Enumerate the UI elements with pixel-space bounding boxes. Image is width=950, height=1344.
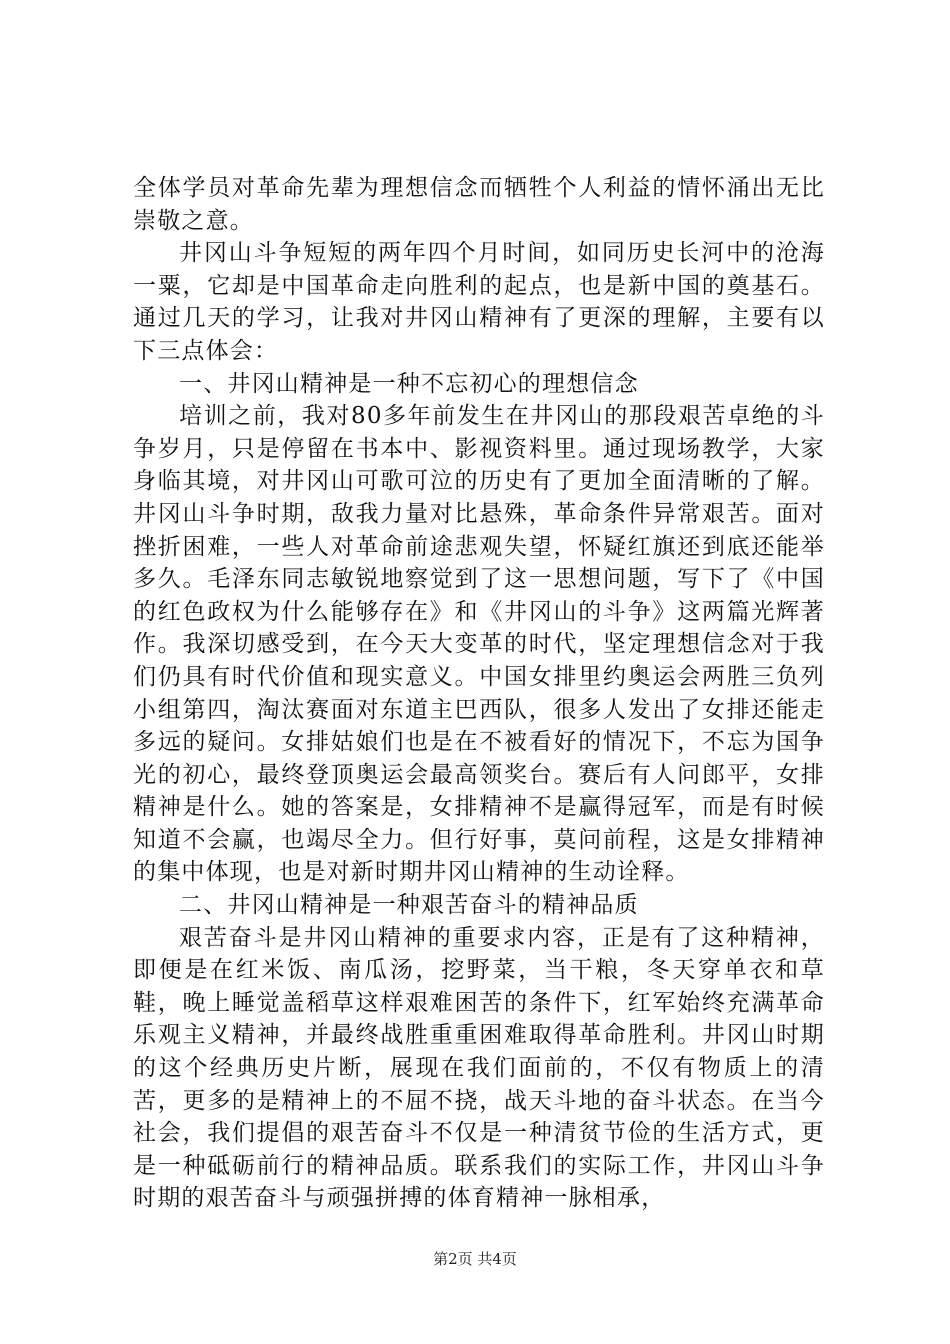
document-body bbox=[133, 172, 825, 1215]
paragraph-continuation: 全体学员对革命先辈为理想信念而牺牲个人利益的情怀涌出无比崇敬之意。 bbox=[133, 175, 825, 234]
paragraph-section-1: 培训之前，我对80多年前发生在井冈山的那段艰苦卓绝的斗争岁月，只是停留在书本中、影视资料里。通过现场教学，大家身临其境，对井冈山可歌可泣的历史有了更加全面清晰的了解。井冈山斗争时期，敌我力量对比悬殊，革命条件异常艰苦。面对挫折困难，一些人对革命前途悲观失望，怀疑红旗还到底还能举多久。毛泽东同志敏锐地察觉到了这一思想问题，写下了《中国的红色政权为什么能够存在》和《井冈山的斗争》这两篇光辉著作。我深切感受到，在今天大变革的时代，坚定理想信念对于我们仍具有时代价值和现实意义。中国女排里约奥运会两胜三负列小组第四，淘汰赛面对东道主巴西队，很多人发出了女排还能走多远的疑问。女排姑娘们也是在不被看好的情况下，不忘为国争光的初心，最终登顶奥运会最高领奖台。赛后有人问郎平，女排精神是什么。她的答案是，女排精神不是赢得冠军，而是有时候知道不会赢，也竭尽全力。但行好事，莫问前程，这是女排精神的集中体现，也是对新时期井冈山精神的生动诠释。 bbox=[133, 403, 825, 886]
page-number-footer: 第2页 共4页 bbox=[433, 1250, 517, 1268]
paragraph-intro: 井冈山斗争短短的两年四个月时间，如同历史长河中的沧海一粟，它却是中国革命走向胜利的起点，也是新中国的奠基石。通过几天的学习，让我对井冈山精神有了更深的理解，主要有以下三点体会： bbox=[133, 240, 825, 364]
section-heading-2: 二、井冈山精神是一种艰苦奋斗的精神品质 bbox=[179, 892, 639, 919]
section-heading-1: 一、井冈山精神是一种不忘初心的理想信念 bbox=[179, 370, 639, 397]
paragraph-section-2: 艰苦奋斗是井冈山精神的重要求内容，正是有了这种精神，即便是在红米饭、南瓜汤，挖野菜，当干粮，冬天穿单衣和草鞋，晚上睡觉盖稻草这样艰难困苦的条件下，红军始终充满革命乐观主义精神，并最终战胜重重困难取得革命胜利。井冈山时期的这个经典历史片断，展现在我们面前的，不仅有物质上的清苦，更多的是精神上的不屈不挠，战天斗地的奋斗状态。在当今社会，我们提倡的艰苦奋斗不仅是一种清贫节俭的生活方式，更是一种砥砺前行的精神品质。联系我们的实际工作，井冈山斗争时期的艰苦奋斗与顽强拼搏的体育精神一脉相承， bbox=[133, 924, 825, 1212]
